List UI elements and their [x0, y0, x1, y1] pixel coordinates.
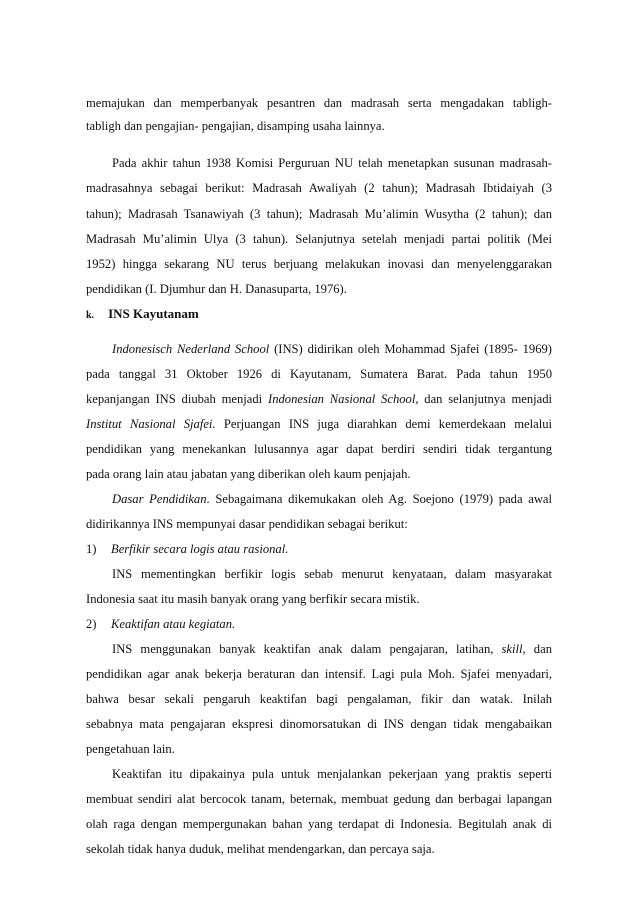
paragraph-line: tabligh dan pengajian- pengajian, disamping usaha lainnya. [86, 119, 385, 133]
paragraph-line: pendidikan yang menekankan lulusannya agar dapat berdiri sendiri tidak tergantung [86, 442, 552, 456]
paragraph-line: INS menggunakan banyak keaktifan anak dalam pengajaran, latihan, skill, dan [112, 642, 552, 656]
paragraph-line: tahun); Madrasah Tsanawiyah (3 tahun); Madrasah Mu’alimin Wusytha (2 tahun); dan [86, 207, 552, 221]
paragraph-line: sekolah tidak hanya duduk, melihat mendengarkan, dan percaya saja. [86, 842, 435, 856]
paragraph-line: pendidikan (I. Djumhur dan H. Danasuparta, 1976). [86, 282, 347, 296]
paragraph-line: Indonesia saat itu masih banyak orang yang berfikir secara mistik. [86, 592, 420, 606]
paragraph-line: olah raga dengan mempergunakan bahan yang terdapat di Indonesia. Begitulah anak di [86, 817, 552, 831]
paragraph-line: Indonesisch Nederland School (INS) didirikan oleh Mohammad Sjafei (1895- 1969) [112, 342, 553, 356]
list-item: 1) Berfikir secara logis atau rasional. [86, 542, 289, 556]
paragraph-line: bahwa besar sekali pengaruh keaktifan bagi pengalaman, fikir dan watak. Inilah [86, 692, 552, 706]
paragraph-line: Institut Nasional Sjafei. Perjuangan INS juga diarahkan demi kemerdekaan melalui [86, 417, 552, 431]
section-marker: k. [86, 310, 95, 321]
paragraph-line: Keaktifan itu dipakainya pula untuk menjalankan pekerjaan yang praktis seperti [112, 767, 552, 781]
paragraph-line: 1952) hingga sekarang NU terus berjuang melakukan inovasi dan menyelenggarakan [86, 257, 552, 271]
paragraph-line: Dasar Pendidikan. Sebagaimana dikemukakan oleh Ag. Soejono (1979) pada awal [112, 492, 553, 506]
paragraph-line: pengetahuan lain. [86, 742, 175, 756]
paragraph-line: pendidikan agar anak bekerja beraturan dan intensif. Lagi pula Moh. Sjafei menyadari, [86, 667, 552, 681]
paragraph-line: Madrasah Mu’alimin Ulya (3 tahun). Selanjutnya setelah menjadi partai politik (Mei [86, 232, 552, 246]
paragraph-line: Pada akhir tahun 1938 Komisi Perguruan NU telah menetapkan susunan madrasah- [112, 156, 552, 170]
paragraph-line: memajukan dan memperbanyak pesantren dan madrasah serta mengadakan tabligh- [86, 96, 552, 110]
paragraph-line: INS mementingkan berfikir logis sebab menurut kenyataan, dalam masyarakat [112, 567, 552, 581]
section-heading [86, 306, 199, 324]
paragraph-line: didirikannya INS mempunyai dasar pendidikan sebagai berikut: [86, 517, 408, 531]
paragraph-line: sebabnya mata pengajaran ekspresi dinomorsatukan di INS dengan tidak mengabaikan [86, 717, 552, 731]
paragraph-line: madrasahnya sebagai berikut: Madrasah Awaliyah (2 tahun); Madrasah Ibtidaiyah (3 [86, 181, 552, 195]
paragraph-line: pada orang lain atau jabatan yang diberikan oleh kaum penjajah. [86, 467, 411, 481]
paragraph-line: membuat sendiri alat bercocok tanam, beternak, membuat gedung dan berbagai lapangan [86, 792, 552, 806]
list-item: 2) Keaktifan atau kegiatan. [86, 617, 236, 631]
section-title: INS Kayutanam [108, 306, 199, 321]
paragraph-line: kepanjangan INS diubah menjadi Indonesian Nasional School, dan selanjutnya menjadi [86, 392, 553, 406]
paragraph-line: pada tanggal 31 Oktober 1926 di Kayutanam, Sumatera Barat. Pada tahun 1950 [86, 367, 552, 381]
